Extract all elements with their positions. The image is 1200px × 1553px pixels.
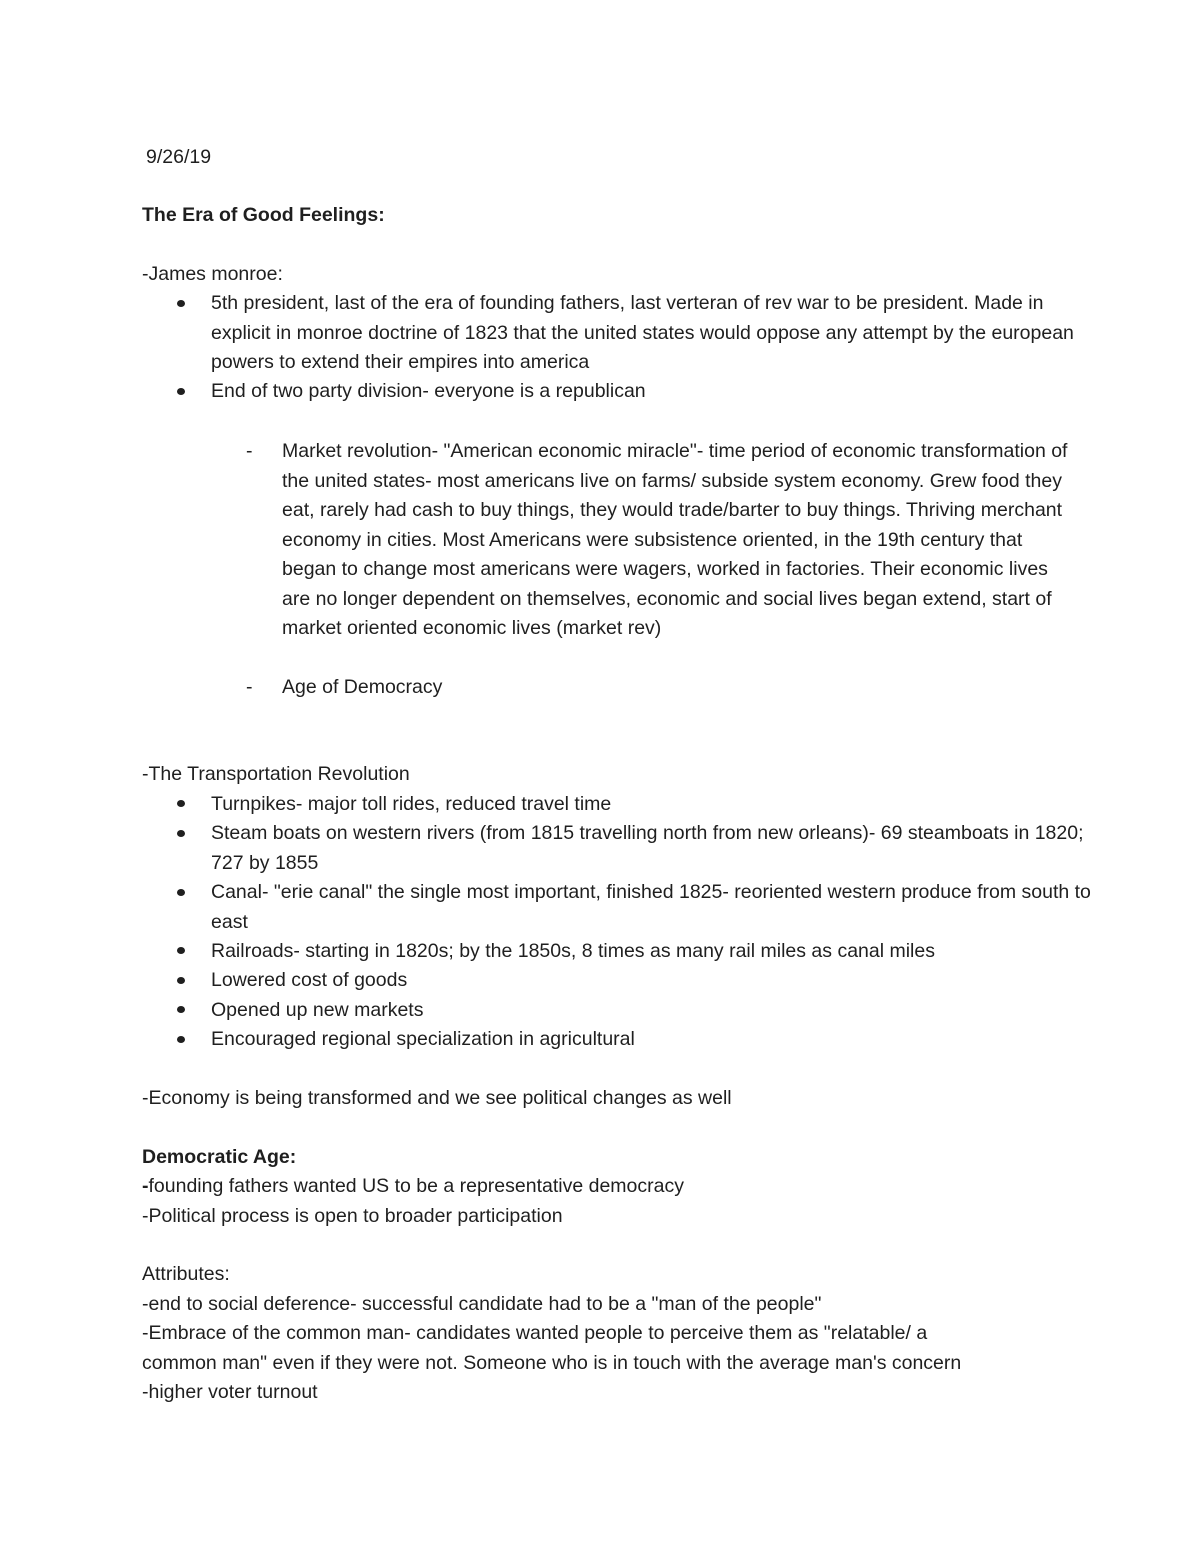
transport-bullet-lowered-cost: Lowered cost of goods (211, 969, 408, 991)
transport-bullet-canal: Canal- "erie canal" the single most important, finished 1825- reoriented western produce from south to east (211, 881, 1091, 933)
bullet-icon (177, 889, 185, 896)
transport-bullet-railroads: Railroads- starting in 1820s; by the 1850s, 8 times as many rail miles as canal miles (211, 940, 935, 962)
attribute-social-deference: -end to social deference- successful candidate had to be a "man of the people" (142, 1293, 822, 1315)
dash-marker: - (246, 676, 253, 698)
transport-bullet-specialization: Encouraged regional specialization in agricultural (211, 1028, 635, 1050)
democratic-line-1-dash: - (142, 1175, 149, 1197)
bullet-icon (177, 800, 185, 807)
dash-marker: - (246, 440, 253, 462)
attribute-voter-turnout: -higher voter turnout (142, 1381, 318, 1403)
economy-note: -Economy is being transformed and we see political changes as well (142, 1087, 732, 1109)
democratic-line-2: -Political process is open to broader participation (142, 1205, 563, 1227)
age-of-democracy-item: Age of Democracy (282, 676, 443, 698)
market-revolution-item: Market revolution- "American economic miracle"- time period of economic transformation of the united states- most americans live on farms/ subside system economy. Grew food they eat, rarely had cash to buy things, they would trade/barter to buy things. Thriving merchant economy in cities. Most Americans were subsistence oriented, in the 19th century that began to change most americans were wagers, worked in factories. Their economic lives are no longer dependent on themselves, economic and social lives began extend, start of market oriented economic lives (market rev) (282, 440, 1068, 639)
james-monroe-heading: -James monroe: (142, 263, 283, 285)
note-date: 9/26/19 (146, 146, 212, 168)
bullet-icon (177, 947, 185, 954)
transport-bullet-steamboats: Steam boats on western rivers (from 1815 travelling north from new orleans)- 69 steamboats in 1820; 727 by 1855 (211, 822, 1084, 874)
transport-bullet-new-markets: Opened up new markets (211, 999, 424, 1021)
attribute-common-man-line-1: -Embrace of the common man- candidates wanted people to perceive them as "relatable/ a (142, 1322, 928, 1344)
bullet-icon (177, 300, 185, 307)
section-title-democratic-age: Democratic Age: (142, 1146, 297, 1168)
bullet-icon (177, 388, 185, 395)
democratic-line-1-text: founding fathers wanted US to be a representative democracy (148, 1175, 684, 1197)
bullet-icon (177, 1006, 185, 1013)
bullet-icon (177, 1036, 185, 1043)
transportation-revolution-heading: -The Transportation Revolution (142, 763, 410, 785)
bullet-icon (177, 830, 185, 837)
attributes-heading: Attributes: (142, 1263, 230, 1285)
bullet-icon (177, 977, 185, 984)
attribute-common-man-line-2: common man" even if they were not. Someone who is in touch with the average man's concern (142, 1352, 962, 1374)
section-title-era-of-good-feelings: The Era of Good Feelings: (142, 204, 385, 226)
democratic-line-1 (142, 1172, 684, 1202)
monroe-bullet-1: 5th president, last of the era of founding fathers, last verteran of rev war to be president. Made in explicit in monroe doctrine of 1823 that the united states would oppose any attempt by the european powers to extend their empires into america (211, 292, 1074, 373)
transport-bullet-turnpikes: Turnpikes- major toll rides, reduced travel time (211, 793, 612, 815)
monroe-bullet-2: End of two party division- everyone is a republican (211, 380, 646, 402)
